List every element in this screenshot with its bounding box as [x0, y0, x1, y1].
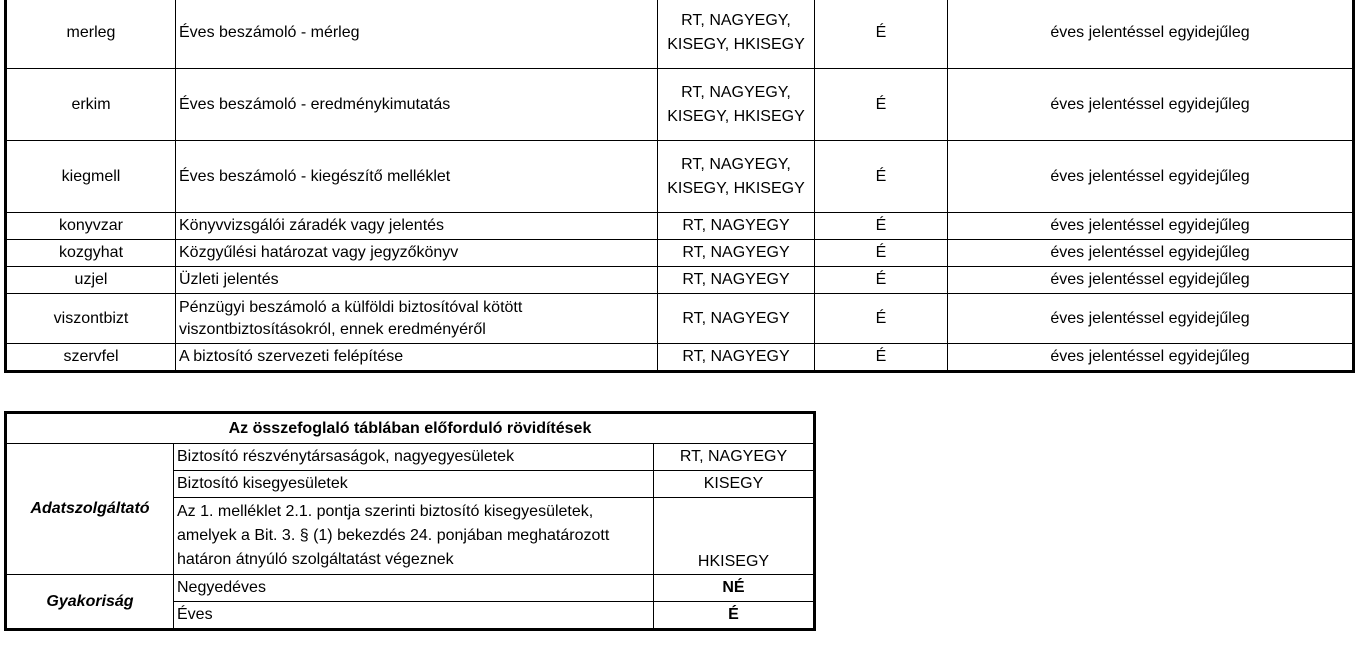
table-row: [6, 294, 1354, 344]
table-row: [6, 0, 1354, 69]
report-providers: RT, NAGYEGY, KISEGY, HKISEGY: [658, 69, 815, 141]
report-description: Pénzügyi beszámoló a külföldi biztosítóval kötött viszontbiztosításokról, ennek eredményéről: [176, 294, 658, 344]
report-providers: RT, NAGYEGY: [658, 294, 815, 344]
report-providers: RT, NAGYEGY: [658, 213, 815, 240]
table-row: [6, 141, 1354, 213]
abbr-value: É: [654, 602, 815, 630]
table-row: [6, 344, 1354, 372]
report-deadline: éves jelentéssel egyidejűleg: [948, 69, 1354, 141]
report-frequency: É: [815, 240, 948, 267]
report-frequency: É: [815, 69, 948, 141]
report-description: Közgyűlési határozat vagy jegyzőkönyv: [176, 240, 658, 267]
report-code: kiegmell: [6, 141, 176, 213]
report-providers: RT, NAGYEGY: [658, 267, 815, 294]
report-code: uzjel: [6, 267, 176, 294]
report-deadline: éves jelentéssel egyidejűleg: [948, 0, 1354, 69]
report-code: erkim: [6, 69, 176, 141]
abbr-description: Biztosító kisegyesületek: [174, 471, 654, 498]
report-deadline: éves jelentéssel egyidejűleg: [948, 240, 1354, 267]
report-description: Könyvvizsgálói záradék vagy jelentés: [176, 213, 658, 240]
report-description: A biztosító szervezeti felépítése: [176, 344, 658, 372]
report-frequency: É: [815, 0, 948, 69]
report-deadline: éves jelentéssel egyidejűleg: [948, 267, 1354, 294]
report-code: merleg: [6, 0, 176, 69]
abbr-description: Negyedéves: [174, 575, 654, 602]
report-providers: RT, NAGYEGY: [658, 240, 815, 267]
table-header-row: [6, 413, 815, 444]
abbr-value: NÉ: [654, 575, 815, 602]
report-description: Éves beszámoló - eredménykimutatás: [176, 69, 658, 141]
table-row: [6, 240, 1354, 267]
report-frequency: É: [815, 141, 948, 213]
report-providers: RT, NAGYEGY, KISEGY, HKISEGY: [658, 0, 815, 69]
report-deadline: éves jelentéssel egyidejűleg: [948, 213, 1354, 240]
report-description: Éves beszámoló - kiegészítő melléklet: [176, 141, 658, 213]
frequency-label: Gyakoriság: [6, 575, 174, 630]
table-row: [6, 444, 815, 471]
abbr-description: Éves: [174, 602, 654, 630]
abbr-value: KISEGY: [654, 471, 815, 498]
abbreviations-title: Az összefoglaló táblában előforduló rövidítések: [6, 413, 815, 444]
abbr-value: HKISEGY: [654, 498, 815, 575]
table-row: [6, 267, 1354, 294]
report-frequency: É: [815, 213, 948, 240]
abbr-description: Biztosító részvénytársaságok, nagyegyesületek: [174, 444, 654, 471]
report-deadline: éves jelentéssel egyidejűleg: [948, 141, 1354, 213]
report-providers: RT, NAGYEGY: [658, 344, 815, 372]
report-description: Üzleti jelentés: [176, 267, 658, 294]
abbreviations-table: [4, 411, 816, 631]
reports-table: [4, 0, 1355, 373]
provider-label: Adatszolgáltató: [6, 444, 174, 575]
report-frequency: É: [815, 267, 948, 294]
report-description: Éves beszámoló - mérleg: [176, 0, 658, 69]
report-deadline: éves jelentéssel egyidejűleg: [948, 344, 1354, 372]
table-row: [6, 213, 1354, 240]
report-frequency: É: [815, 344, 948, 372]
report-code: konyvzar: [6, 213, 176, 240]
table-row: [6, 575, 815, 602]
abbr-description: Az 1. melléklet 2.1. pontja szerinti biztosító kisegyesületek, amelyek a Bit. 3. § (1) bekezdés 24. ponjában meghatározott határon átnyúló szolgáltatást végeznek: [174, 498, 654, 575]
report-code: szervfel: [6, 344, 176, 372]
report-code: kozgyhat: [6, 240, 176, 267]
report-providers: RT, NAGYEGY, KISEGY, HKISEGY: [658, 141, 815, 213]
table-row: [6, 69, 1354, 141]
abbr-value: RT, NAGYEGY: [654, 444, 815, 471]
report-code: viszontbizt: [6, 294, 176, 344]
report-frequency: É: [815, 294, 948, 344]
report-deadline: éves jelentéssel egyidejűleg: [948, 294, 1354, 344]
